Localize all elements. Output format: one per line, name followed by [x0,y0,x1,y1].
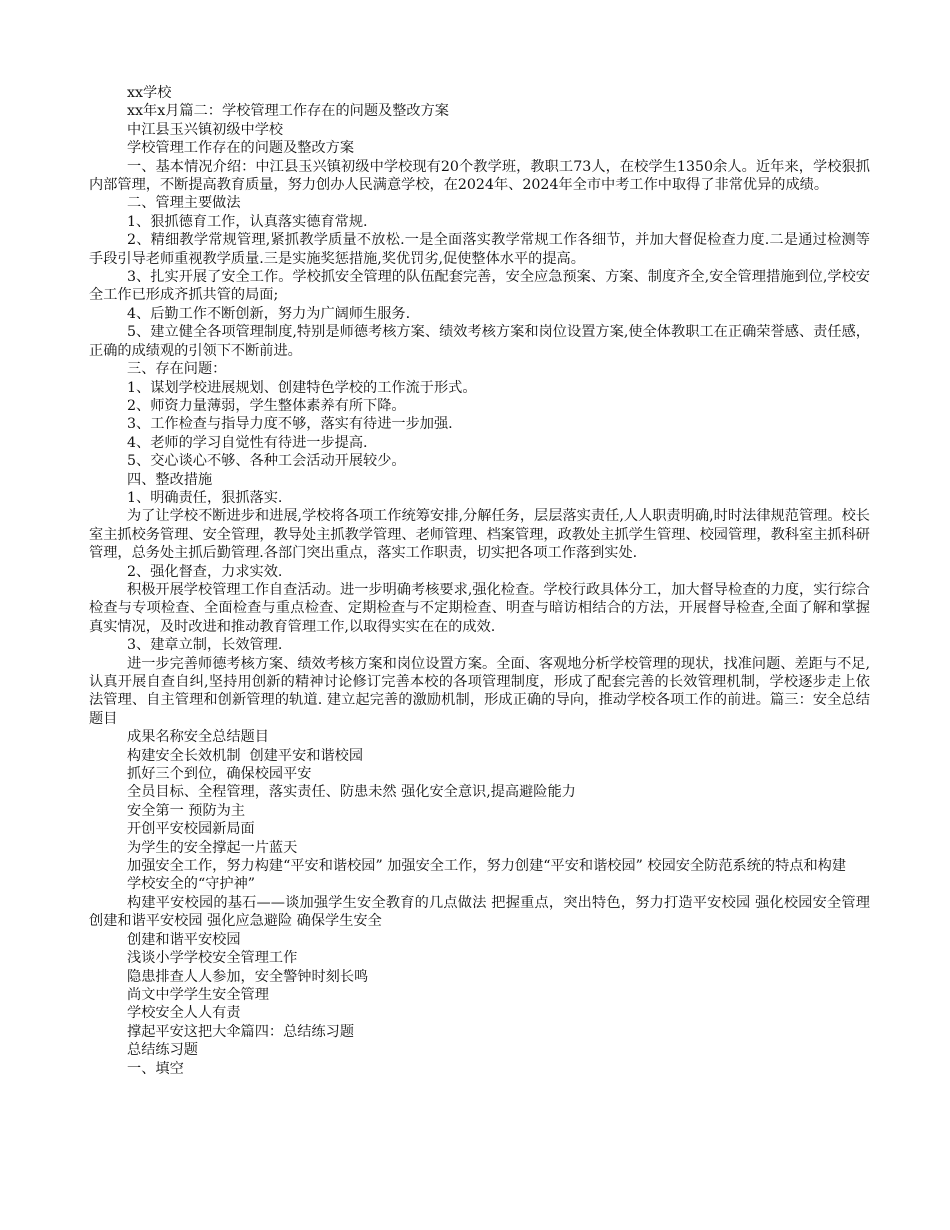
paragraph: 安全第一 预防为主 [127,802,246,819]
paragraph: 3、扎实开展了安全工作。学校抓安全管理的队伍配套完善，安全应急预案、方案、制度齐全,安全管理措施到位,学校安全工作已形成齐抓共管的局面; [89,269,870,304]
paragraph: 2、强化督查，力求实效. [127,563,283,580]
paragraph: 3、建章立制，长效管理. [127,637,283,654]
paragraph: 尚文中学学生安全管理 [127,986,269,1003]
paragraph: 全员目标、全程管理，落实责任、防患未然 强化安全意识,提高避险能力 [127,784,576,801]
paragraph: 5、建立健全各项管理制度,特别是师德考核方案、绩效考核方案和岗位设置方案,使全体教职工在正确荣誉感、责任感，正确的成绩观的引领下不断前进。 [89,324,870,359]
paragraph: 加强安全工作，努力构建“平安和谐校园” 加强安全工作，努力创建“平安和谐校园” 校园安全防范系统的特点和构建 [127,858,847,875]
paragraph: 抓好三个到位，确保校园平安 [127,766,312,783]
paragraph: 2、师资力量薄弱，学生整体素养有所下降。 [127,397,406,414]
paragraph: 2、精细教学常规管理,紧抓教学质量不放松.一是全面落实教学常规工作各细节，并加大督促检查力度.二是通过检测等手段引导老师重视教学质量.三是实施奖惩措施,奖优罚劣,促使整体水平的提高。 [89,232,870,267]
paragraph: 学校管理工作存在的问题及整改方案 [127,140,355,157]
paragraph: 1、谋划学校进展规划、创建特色学校的工作流于形式。 [127,379,477,396]
paragraph: 学校安全的“守护神” [127,876,256,893]
paragraph: 一、基本情况介绍：中江县玉兴镇初级中学校现有20个教学班，教职工73人，在校学生1350余人。近年来，学校狠抓内部管理，不断提高教育质量，努力创办人民满意学校，在2024年、2024年全市中考工作中取得了非常优异的成绩。 [89,158,870,194]
paragraph: 1、明确责任，狠抓落实. [127,489,283,506]
paragraph: 构建平安校园的基石——谈加强学生安全教育的几点做法 把握重点，突出特色，努力打造平安校园 强化校园安全管理 创建和谐平安校园 强化应急避险 确保学生安全 [89,894,889,930]
paragraph: 隐患排查人人参加，安全警钟时刻长鸣 [127,968,369,985]
paragraph: 四、整改措施 [127,471,213,488]
paragraph: 总结练习题 [127,1042,198,1059]
paragraph: 成果名称安全总结题目 [127,729,269,746]
paragraph: 一、填空 [127,1060,184,1077]
paragraph: 1、狠抓德育工作，认真落实德育常规. [127,213,368,230]
paragraph: 积极开展学校管理工作自查活动。进一步明确考核要求,强化检查。学校行政具体分工，加大督导检查的力度，实行综合检查与专项检查、全面检查与重点检查、定期检查与不定期检查、明查与暗访相结合的方法，开展督导检查,全面了解和掌握真实情况，及时改进和推动教育管理工作,以取得实实在在的成效. [89,581,870,635]
paragraph: 4、后勤工作不断创新，努力为广阔师生服务. [127,305,411,322]
paragraph: 构建安全长效机制 创建平安和谐校园 [127,747,364,764]
paragraph: xx年x月篇二：学校管理工作存在的问题及整改方案 [127,103,449,120]
paragraph: 为学生的安全撑起一片蓝天 [127,839,298,856]
paragraph: 中江县玉兴镇初级中学校 [127,121,284,138]
paragraph: 三、存在问题： [127,361,227,378]
paragraph: 创建和谐平安校园 [127,931,241,948]
paragraph: 学校安全人人有责 [127,1005,241,1022]
paragraph: 4、老师的学习自觉性有待进一步提高. [127,434,368,451]
paragraph: 5、交心谈心不够、各种工会活动开展较少。 [127,453,406,470]
paragraph: 二、管理主要做法 [127,195,241,212]
paragraph: 浅谈小学学校安全管理工作 [127,950,298,967]
paragraph: 为了让学校不断进步和进展,学校将各项工作统筹安排,分解任务，层层落实责任,人人职责明确,时时法律规范管理。校长室主抓校务管理、安全管理，教导处主抓教学管理、老师管理、档案管理，政教处主抓学生管理、校园管理，教科室主抓科研管理，总务处主抓后勤管理.各部门突出重点，落实工作职责，切实把各项工作落到实处. [89,508,870,562]
paragraph: 3、工作检查与指导力度不够，落实有待进一步加强. [127,416,453,433]
paragraph: 进一步完善师德考核方案、绩效考核方案和岗位设置方案。全面、客观地分析学校管理的现状，找准问题、差距与不足,认真开展自查自纠,坚持用创新的精神讨论修订完善本校的各项管理制度，形成了配套完善的长效管理机制，学校逐步走上依法管理、自主管理和创新管理的轨道. 建立起完善的激励机制，形成正确的导向，推动学校各项工作的前进。篇三：安全总结题目 [89,655,870,727]
document-body [89,84,889,1078]
paragraph: xx学校 [127,85,172,101]
paragraph: 撑起平安这把大伞篇四：总结练习题 [127,1023,355,1040]
paragraph: 开创平安校园新局面 [127,821,255,838]
